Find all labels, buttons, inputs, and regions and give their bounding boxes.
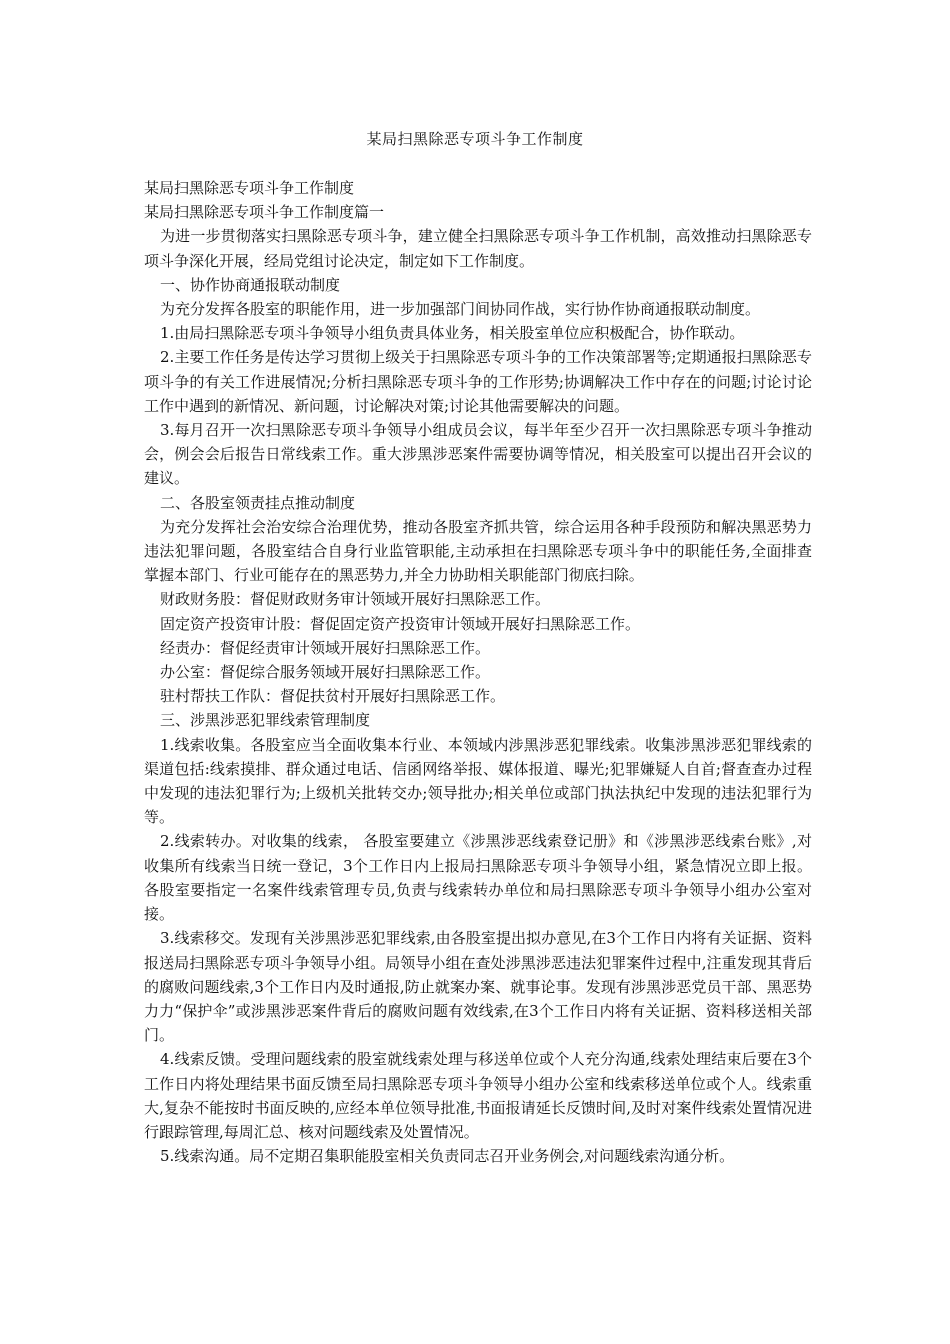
- list-item-1-2: 2.主要工作任务是传达学习贯彻上级关于扫黑除恶专项斗争的工作决策部署等;定期通报扫黑除恶专项斗争的有关工作进展情况;分析扫黑除恶专项斗争的工作形势;协调解决工作中存在的问题;讨论讨论工作中遇到的新情况、新问题，讨论解决对策;讨论其他需要解决的问题。: [144, 348, 812, 415]
- document-title: 某局扫黑除恶专项斗争工作制度: [366, 130, 584, 148]
- body-paragraph: 为充分发挥各股室的职能作用，进一步加强部门间协同作战，实行协作协商通报联动制度。: [160, 300, 761, 319]
- list-item-1-1: 1.由局扫黑除恶专项斗争领导小组负责具体业务，相关股室单位应积极配合，协作联动。: [160, 324, 745, 343]
- duty-item-office: 办公室：督促综合服务领域开展好扫黑除恶工作。: [160, 663, 491, 682]
- section-title-paragraph: 某局扫黑除恶专项斗争工作制度篇一: [144, 203, 385, 222]
- list-item-3-5: 5.线索沟通。局不定期召集职能股室相关负责同志召开业务例会,对问题线索沟通分析。: [160, 1147, 735, 1166]
- list-item-1-3: 3.每月召开一次扫黑除恶专项斗争领导小组成员会议，每半年至少召开一次扫黑除恶专项斗争推动会，例会会后报告日常线索工作。重大涉黑涉恶案件需要协调等情况，相关股室可以提出召开会议的建议。: [144, 421, 812, 488]
- heading-section-3: 三、涉黑涉恶犯罪线索管理制度: [160, 711, 371, 730]
- duty-item-finance: 财政财务股：督促财政财务审计领域开展好扫黑除恶工作。: [160, 590, 551, 609]
- duty-item-fixed-assets: 固定资产投资审计股：督促固定资产投资审计领域开展好扫黑除恶工作。: [160, 614, 641, 633]
- duty-item-economic-responsibility: 经责办：督促经责审计领域开展好扫黑除恶工作。: [160, 638, 491, 657]
- document-body: [144, 176, 812, 1168]
- list-item-3-3: 3.线索移交。发现有关涉黑涉恶犯罪线索,由各股室提出拟办意见,在3个工作日内将有关证据、资料报送局扫黑除恶专项斗争领导小组。局领导小组在查处涉黑涉恶违法犯罪案件过程中,注重发现其背后的腐败问题线索,3个工作日内及时通报,防止就案办案、就事论事。发现有涉黑涉恶党员干部、黑恶势力力“保护伞”或涉黑涉恶案件背后的腐败问题有效线索,在3个工作日内将有关证据、资料移送相关部门。: [144, 929, 812, 1045]
- intro-paragraph: 为进一步贯彻落实扫黑除恶专项斗争，建立健全扫黑除恶专项斗争工作机制，高效推动扫黑除恶专项斗争深化开展，经局党组讨论决定，制定如下工作制度。: [144, 227, 812, 270]
- heading-section-1: 一、协作协商通报联动制度: [160, 275, 341, 294]
- heading-section-2: 二、各股室领责挂点推动制度: [160, 493, 356, 512]
- list-item-3-1: 1.线索收集。各股室应当全面收集本行业、本领域内涉黑涉恶犯罪线索。收集涉黑涉恶犯罪线索的渠道包括:线索摸排、群众通过电话、信函网络举报、媒体报道、曝光;犯罪嫌疑人自首;督查查办过程中发现的违法犯罪行为;上级机关批转交办;领导批办;相关单位或部门执法执纪中发现的违法犯罪行为等。: [144, 735, 812, 827]
- body-paragraph: 为充分发挥社会治安综合治理优势，推动各股室齐抓共管，综合运用各种手段预防和解决黑恶势力违法犯罪问题，各股室结合自身行业监管职能,主动承担在扫黑除恶专项斗争中的职能任务,全面排查掌握本部门、行业可能存在的黑恶势力,并全力协助相关职能部门彻底扫除。: [144, 517, 812, 585]
- subtitle-paragraph: 某局扫黑除恶专项斗争工作制度: [144, 179, 355, 197]
- list-item-3-4: 4.线索反馈。受理问题线索的股室就线索处理与移送单位或个人充分沟通,线索处理结束后要在3个工作日内将处理结果书面反馈至局扫黑除恶专项斗争领导小组办公室和线索移送单位或个人。线索重大,复杂不能按时书面反映的,应经本单位领导批准,书面报请延长反馈时间,及时对案件线索处置情况进行跟踪管理,每周汇总、核对问题线索及处置情况。: [144, 1050, 812, 1141]
- duty-item-village-team: 驻村帮扶工作队：督促扶贫村开展好扫黑除恶工作。: [160, 687, 506, 706]
- list-item-3-2: 2.线索转办。对收集的线索， 各股室要建立《涉黑涉恶线索登记册》和《涉黑涉恶线索台账》,对收集所有线索当日统一登记，3个工作日内上报局扫黑除恶专项斗争领导小组，紧急情况立即上报。各股室要指定一名案件线索管理专员,负责与线索转办单位和局扫黑除恶专项斗争领导小组办公室对接。: [144, 832, 812, 924]
